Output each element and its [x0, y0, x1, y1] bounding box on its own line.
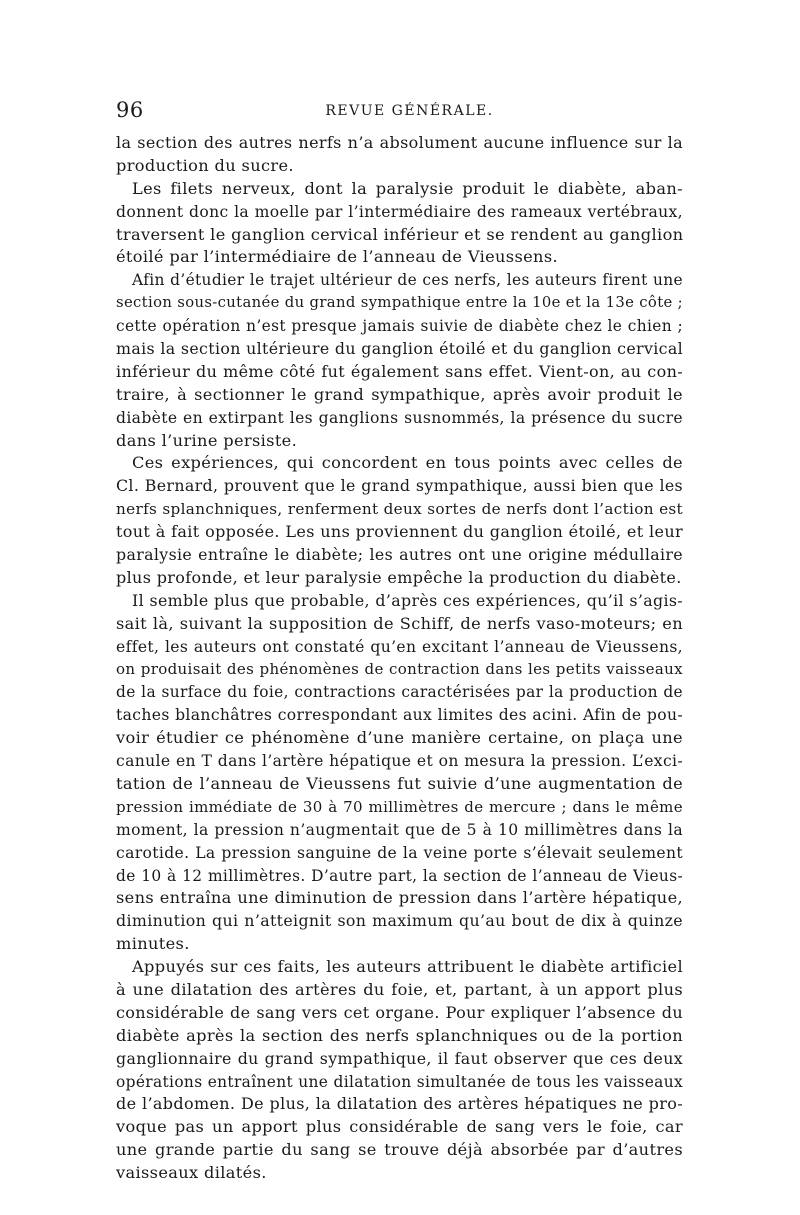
text-line: nerfs splanchniques, renferment deux sortes de nerfs dont l’action est	[116, 500, 683, 519]
text-line: effet, les auteurs ont constaté qu’en excitant l’anneau de Vieussens,	[116, 637, 683, 656]
text-line: dans l’urine persiste.	[116, 430, 298, 450]
text-line: taches blanchâtres correspondant aux limites des acini. Afin de pou-	[116, 706, 683, 725]
text-line: vaisseaux dilatés.	[116, 1163, 267, 1183]
text-line: de la surface du foie, contractions caractérisées par la production de	[116, 683, 683, 702]
text-line: diminution qui n’atteignit son maximum qu’au bout de dix à quinze	[116, 911, 683, 931]
text-line: plus profonde, et leur paralysie empêche la production du diabète.	[116, 567, 682, 587]
text-line: tout à fait opposée. Les uns proviennent du ganglion étoilé, et leur	[116, 522, 683, 542]
text-line: tation de l’anneau de Vieussens fut suivie d’une augmentation de	[116, 773, 683, 793]
text-line: Il semble plus que probable, d’après ces expériences, qu’il s’agis-	[132, 590, 683, 610]
text-line: on produisait des phénomènes de contraction dans les petits vaisseaux	[116, 660, 683, 679]
text-line: inférieur du même côté fut également sans effet. Vient-on, au con-	[116, 361, 683, 381]
text-line: ganglionnaire du grand sympathique, il faut observer que ces deux	[116, 1048, 683, 1068]
text-line: Appuyés sur ces faits, les auteurs attribuent le diabète artificiel	[132, 957, 683, 977]
text-line: étoilé par l’intermédiaire de l’anneau de Vieussens.	[116, 247, 558, 267]
text-line: voque pas un apport plus considérable de sang vers le foie, car	[116, 1117, 683, 1137]
body-text	[116, 132, 683, 1185]
text-line: section sous-cutanée du grand sympathique entre la 10e et la 13e côte ;	[116, 294, 683, 312]
text-line: cette opération n’est presque jamais suivie de diabète chez le chien ;	[116, 317, 683, 336]
text-line: traversent le ganglion cervical inférieur et se rendent au ganglion	[116, 224, 684, 244]
page-number: 96	[116, 98, 144, 122]
text-line: à une dilatation des artères du foie, et, partant, à un apport plus	[116, 979, 683, 999]
page-header	[116, 98, 683, 126]
text-line: donnent donc la moelle par l’intermédiaire des rameaux vertébraux,	[116, 202, 683, 221]
text-line: opérations entraînent une dilatation simultanée de tous les vaisseaux	[116, 1072, 683, 1091]
text-line: Ces expériences, qui concordent en tous points avec celles de	[132, 453, 683, 473]
text-line: une grande partie du sang se trouve déjà absorbée par d’autres	[116, 1140, 683, 1160]
text-line: Cl. Bernard, prouvent que le grand sympathique, aussi bien que les	[116, 476, 683, 496]
text-line: paralysie entraîne le diabète; les autres ont une origine médullaire	[116, 545, 683, 565]
text-line: canule en T dans l’artère hépatique et on mesura la pression. L’exci-	[116, 752, 683, 771]
text-line: Afin d’étudier le trajet ultérieur de ces nerfs, les auteurs firent une	[132, 271, 683, 290]
text-line: diabète en extirpant les ganglions susnommés, la présence du sucre	[116, 408, 683, 427]
text-line: moment, la pression n’augmentait que de 5 à 10 millimètres dans la	[116, 820, 683, 839]
text-line: carotide. La pression sanguine de la veine porte s’élevait seulement	[116, 843, 683, 862]
text-line: considérable de sang vers cet organe. Pour expliquer l’absence du	[116, 1002, 683, 1022]
text-line: diabète après la section des nerfs splanchniques ou de la portion	[116, 1025, 683, 1045]
text-line: de l’abdomen. De plus, la dilatation des artères hépatiques ne pro-	[116, 1094, 683, 1114]
text-line: sait là, suivant la supposition de Schiff, de nerfs vaso-moteurs; en	[116, 613, 683, 633]
text-line: production du sucre.	[116, 155, 294, 175]
text-line: mais la section ultérieure du ganglion étoilé et du ganglion cervical	[116, 339, 683, 359]
text-line: la section des autres nerfs n’a absolument aucune influence sur la	[116, 133, 683, 152]
text-line: pression immédiate de 30 à 70 millimètres de mercure ; dans le même	[116, 797, 683, 816]
text-line: sens entraîna une diminution de pression dans l’artère hépatique,	[116, 888, 683, 908]
running-head: REVUE GÉNÉRALE.	[325, 103, 494, 119]
text-line: de 10 à 12 millimètres. D’autre part, la section de l’anneau de Vieus-	[116, 866, 683, 885]
text-line: voir étudier ce phénomène d’une manière certaine, on plaça une	[116, 728, 683, 748]
text-line: traire, à sectionner le grand sympathique, après avoir produit le	[116, 384, 683, 404]
text-line: minutes.	[116, 934, 190, 954]
text-line: Les filets nerveux, dont la paralysie produit le diabète, aban-	[132, 178, 683, 198]
